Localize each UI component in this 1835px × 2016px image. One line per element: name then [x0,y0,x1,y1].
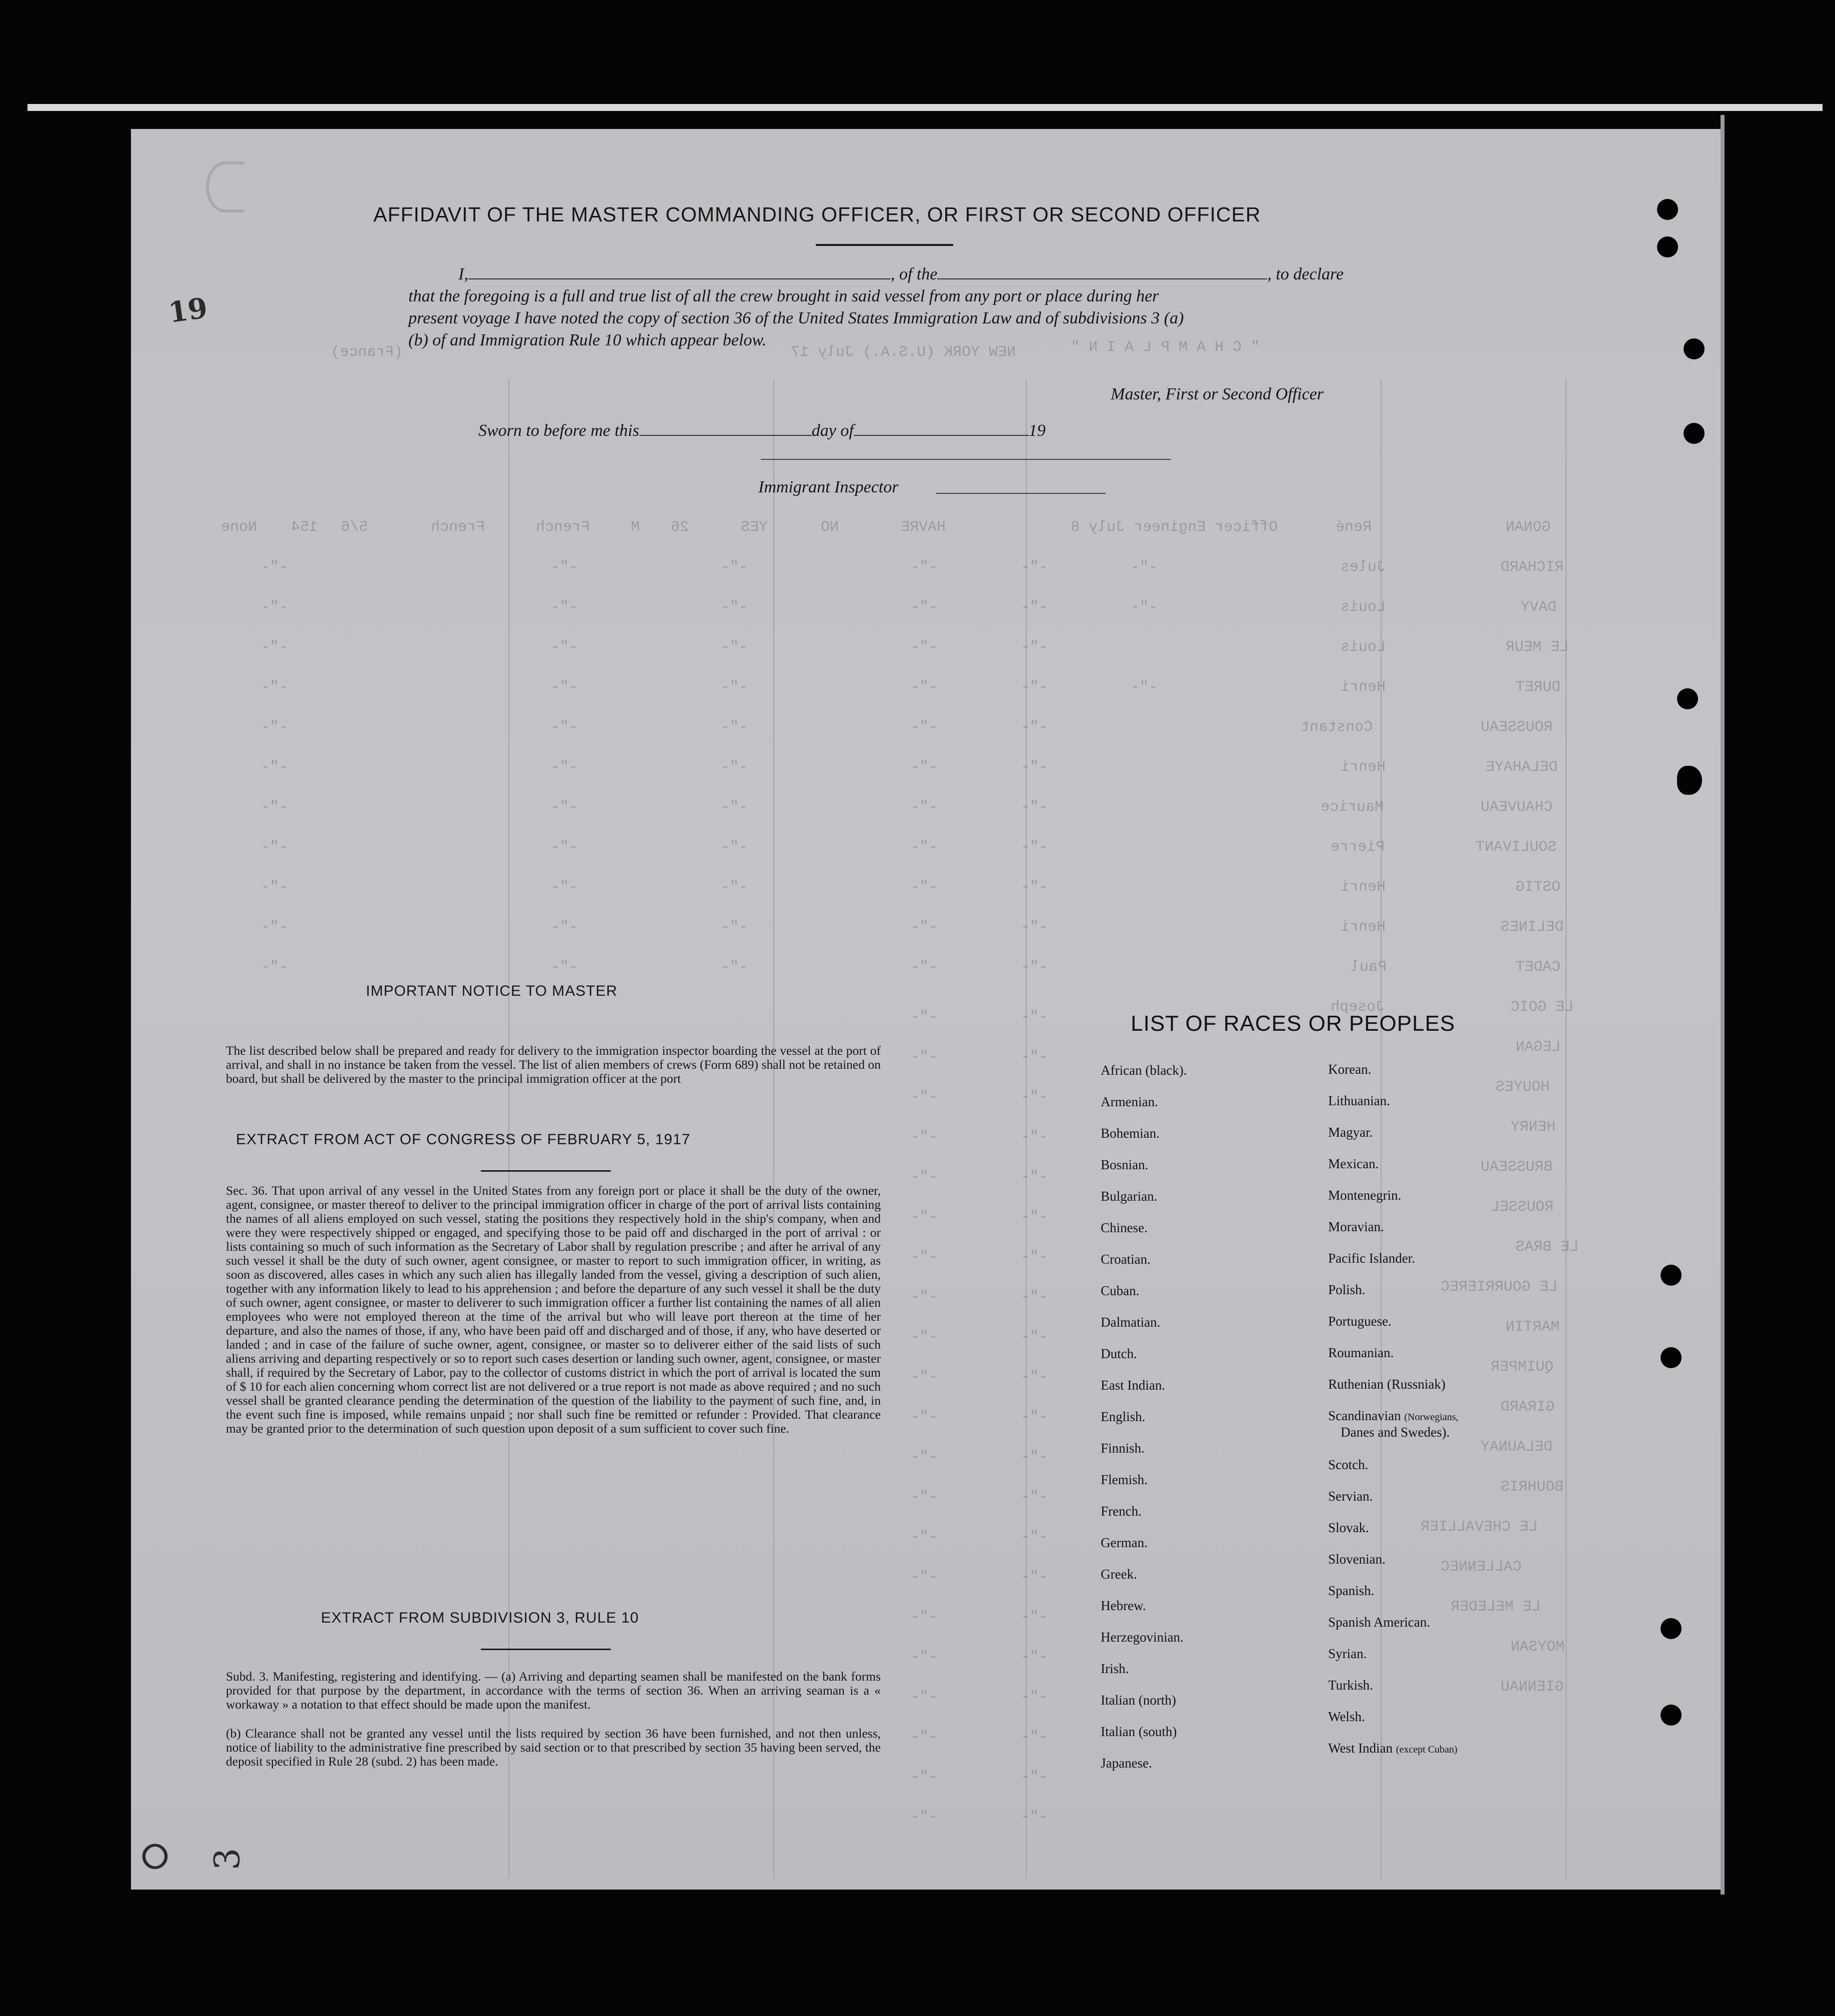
ghost-surname: SOULIVANT [1476,839,1557,856]
ghost-surname: MARTIN [1506,1319,1560,1336]
declaration-to-declare: , to declare [1267,265,1344,283]
race-item-west-indian [1328,1741,1458,1756]
handwritten-circle-mark: ⭘ [141,1836,169,1877]
ghost-column-rule [1566,379,1567,1879]
ghost-ditto: -"- [1021,1089,1048,1106]
race-item: Lithuanian. [1328,1093,1390,1108]
ghost-ditto: -"- [1021,1369,1048,1386]
ghost-sex: M [631,519,640,536]
affidavit-line-4: (b) of and Immigration Rule 10 which appear below. [408,331,767,349]
race-item: German. [1101,1535,1148,1550]
ghost-ditto: -"- [911,799,938,816]
ghost-ditto: -"- [1021,1569,1048,1586]
ghost-column-rule [508,379,509,1879]
ghost-surname: MOYSAN [1511,1639,1565,1656]
page-edge-shadow [1721,115,1725,1895]
declaration-of-the: , of the [890,265,938,283]
punch-hole [1657,199,1678,220]
race-item-scandinavian [1328,1408,1459,1424]
ghost-ditto: -"- [911,1649,938,1666]
ghost-ditto: -"- [551,559,578,576]
race-item: Servian. [1328,1489,1373,1504]
ghost-ditto: -"- [551,679,578,696]
race-item: Bulgarian. [1101,1189,1158,1204]
ghost-ditto: -"- [261,919,288,936]
ghost-surname: GIRARD [1501,1399,1555,1416]
race-item: Welsh. [1328,1709,1365,1724]
rule10-title-rule [481,1649,611,1650]
notice-text: The list described below shall be prepared and ready for delivery to the immigration inspector boarding the vessel at the port of arrival, and shall in no instance be taken from the vessel. The list of alien members of crews (Form 689) shall not be retained on board, but shall be delivered by the master to the principal immigration officer at the port [226,1043,881,1086]
ghost-ditto: -"- [1021,1289,1048,1306]
ghost-ditto: -"- [911,599,938,616]
master-signature-label: Master, First or Second Officer [1111,385,1324,403]
ghost-ditto: -"- [1021,1249,1048,1266]
ghost-ditto: -"- [261,559,288,576]
ghost-discharged: NO [821,519,839,536]
ghost-surname: LE GOURRIEREC [1441,1279,1558,1296]
race-item: Roumanian. [1328,1345,1394,1360]
ghost-ditto: -"- [1131,599,1158,616]
ghost-ditto: -"- [261,719,288,736]
race-note-continuation: Danes and Swedes). [1341,1425,1450,1440]
ghost-ditto: -"- [1021,1489,1048,1506]
race-item: Scandinavian [1328,1408,1401,1423]
ghost-ditto: -"- [551,599,578,616]
ghost-ditto: -"- [721,679,748,696]
ghost-ditto: -"- [1021,1529,1048,1546]
ghost-ditto: -"- [1021,679,1048,696]
ghost-ditto: -"- [911,879,938,896]
ghost-ditto: -"- [1021,639,1048,656]
ghost-surname: ROUSSEL [1491,1199,1554,1216]
ghost-surname: QUIMPER [1491,1359,1554,1376]
ghost-ditto: -"- [911,1489,938,1506]
ghost-surname: LE MELEDER [1451,1599,1541,1616]
scan-border-line [27,104,1823,111]
punch-hole [1657,236,1678,257]
ghost-ditto: -"- [911,1209,938,1226]
ghost-ditto: -"- [551,919,578,936]
race-item: Japanese. [1101,1756,1152,1771]
inspector-label: Immigrant Inspector [758,478,899,496]
race-item: Turkish. [1328,1678,1373,1693]
ghost-ditto: -"- [1021,559,1048,576]
race-item: Bohemian. [1101,1126,1160,1141]
ghost-ditto: -"- [911,679,938,696]
ghost-surname: DAVY [1521,599,1557,616]
race-item: Magyar. [1328,1125,1373,1140]
ghost-surname: CADET [1516,959,1561,976]
race-item: East Indian. [1101,1378,1165,1393]
ghost-ditto: -"- [551,839,578,856]
manifest-page [131,129,1721,1890]
ghost-ditto: -"- [1021,1769,1048,1786]
ghost-ditto: -"- [721,879,748,896]
ghost-surname: RICHARD [1501,559,1564,576]
ghost-ditto: -"- [1021,1209,1048,1226]
sworn-prefix: Sworn to before me this [478,421,639,440]
ghost-ditto: -"- [1021,919,1048,936]
ghost-ditto: -"- [721,719,748,736]
ghost-height: 5/6 [341,519,368,536]
race-item: Chinese. [1101,1220,1148,1235]
ghost-weight: 154 [291,519,318,536]
rule10-para-a: Subd. 3. Manifesting, registering and identifying. — (a) Arriving and departing seamen shall be manifested on the bank forms provided for that purpose by the department, in accordance with the terms of section 36. When an arriving seaman is a « workaway » a notation to that effect should be made upon the manifest. [226,1669,881,1712]
ghost-ditto: -"- [911,639,938,656]
race-item: French. [1101,1504,1142,1519]
ghost-surname: LEGAN [1516,1039,1561,1056]
notice-title: IMPORTANT NOTICE TO MASTER [366,983,618,999]
ghost-ditto: -"- [261,599,288,616]
inspector-signature-line[interactable] [761,459,1171,460]
ghost-ditto: -"- [1021,1609,1048,1626]
race-item: Herzegovinian. [1101,1630,1184,1645]
ghost-ditto: -"- [911,839,938,856]
handwritten-mark: 3 [206,1848,248,1871]
ghost-ditto: -"- [911,1409,938,1426]
punch-hole [1661,1347,1682,1368]
race-item: Greek. [1101,1567,1137,1582]
punch-hole [1661,1265,1682,1286]
race-note: (Norwegians, [1404,1412,1459,1423]
ghost-ditto: -"- [1021,1009,1048,1026]
ghost-ditto: -"- [911,1809,938,1826]
ghost-ditto: -"- [1131,679,1158,696]
race-item: Slovak. [1328,1520,1369,1535]
act-title-rule [481,1170,611,1172]
race-item: Flemish. [1101,1472,1148,1487]
ghost-ditto: -"- [1021,599,1048,616]
race-note: (except Cuban) [1396,1744,1458,1755]
ghost-ditto: -"- [1021,959,1048,976]
ghost-nationality: French [431,519,485,536]
ghost-given-name: Henri [1341,919,1386,936]
faded-c-stamp [206,161,244,212]
ghost-ditto: -"- [911,1009,938,1026]
race-item: Slovenian. [1328,1552,1386,1567]
ghost-ditto: -"- [911,1129,938,1146]
ghost-surname: CHAUVEAU [1481,799,1553,816]
ghost-ditto: -"- [911,1569,938,1586]
ghost-given-name: Pierre [1331,839,1385,856]
ghost-surname: GIENNAU [1501,1679,1564,1696]
affidavit-title: AFFIDAVIT OF THE MASTER COMMANDING OFFICER, OR FIRST OR SECOND OFFICER [373,203,1261,226]
ghost-reship: YES [741,519,768,536]
ghost-ditto: -"- [721,799,748,816]
ghost-ditto: -"- [721,759,748,776]
ghost-ditto: -"- [261,839,288,856]
torn-hole [1677,766,1702,795]
ghost-surname: DELAUNAY [1481,1439,1553,1456]
ghost-ditto: -"- [1021,839,1048,856]
race-item: African (black). [1101,1063,1187,1078]
act-text: Sec. 36. That upon arrival of any vessel in the United States from any foreign port or place it shall be the duty of the owner, agent, consignee, or master thereof to deliver to the principal immigration officer in charge of the port of arrival lists containing the names of all aliens employed on such vessel, stating the positions they respectively hold in the ship's company, when and were they were respectively shipped or engaged, and specifying those to be paid off and discharged in the port of arrival : or lists containing so much of such information as the Secretary of Labor shall by regulation prescribe ; and after he arrival of any such vessel it shall be the duty of such owner, agent consignee, or master to report to such immigration officer, in writing, as soon as discovered, alles cases in which any such alien has illegally landed from the vessel, giving a description of such alien, together with any information likely to lead to his apprehension ; and before the departure of any such vessel it shall be the duty of such owner, agent consignee, or master to deliverer to such immigration officer a further list containing the names of all alien employees who were not employed thereon at the time of the arrival but who will leave port thereon at the time of her departure, and also the names of those, if any, who have been paid off and discharged and of those, if any, who have deserted or landed ; and in case of the failure of suche owner, agent, consignee, or master so to deliverer either of the said lists of such aliens arriving and departing respectively or so to report such cases desertion or landing such owner, agent, consignee, or master shall, if required by the Secretary of Labor, pay to the collector of customs district in which the port of arrival is located the sum of $ 10 for each alien concerning whom correct list are not delivered or a true report is not made as above required ; and no such vessel shall be granted clearance pending the determination of the question of the liability to the payment of such fine, and, in the event such fine is imposed, while remains unpaid ; nor shall such fine be remitted or refunder : Provided. That clearance may be granted prior to the determination of such question upon deposit of a sum sufficient to cover such fine. [226,1183,881,1436]
race-item: Italian (south) [1101,1724,1177,1739]
ghost-position: Officer Engineer July 8 [1071,519,1278,536]
punch-hole [1677,688,1698,709]
ghost-given-name: Henri [1341,879,1386,896]
race-item: Finnish. [1101,1441,1145,1456]
ghost-ditto: -"- [911,919,938,936]
race-item: Croatian. [1101,1252,1151,1267]
affidavit-line-3: present voyage I have noted the copy of section 36 of the United States Immigration Law and of subdivisions 3 (a) [408,309,1184,327]
ghost-ditto: -"- [1021,799,1048,816]
race-item: Korean. [1328,1062,1372,1077]
ghost-ditto: -"- [911,1369,938,1386]
race-item: Ruthenian (Russniak) [1328,1377,1446,1392]
ghost-ditto: -"- [911,959,938,976]
ghost-ditto: -"- [1021,1049,1048,1066]
ghost-column-rule [773,379,774,1879]
ghost-given-name: Paul [1351,959,1387,976]
act-title: EXTRACT FROM ACT OF CONGRESS OF FEBRUARY 5, 1917 [236,1131,691,1148]
ghost-ditto: -"- [1021,879,1048,896]
ghost-surname: LE CHEVALLIER [1421,1519,1538,1536]
ghost-ditto: -"- [261,959,288,976]
ghost-given-name: Constant [1301,719,1373,736]
master-name-field[interactable] [468,278,891,279]
ghost-ditto: -"- [551,879,578,896]
sworn-year: 19 [1028,421,1046,440]
ghost-ditto: -"- [1131,559,1158,576]
ghost-ditto: -"- [911,1329,938,1346]
ghost-surname: LE MEUR [1506,639,1569,656]
punch-hole [1661,1618,1682,1639]
ghost-ditto: -"- [551,719,578,736]
ghost-ditto: -"- [261,679,288,696]
ghost-ditto: -"- [911,1449,938,1466]
race-item: Italian (north) [1101,1693,1176,1708]
ghost-ditto: -"- [1021,1689,1048,1706]
ghost-ditto: -"- [911,559,938,576]
ghost-vessel-name: " C H A M P L A I N " [1071,339,1260,356]
ghost-ditto: -"- [911,1169,938,1186]
sworn-day-field[interactable] [639,435,812,436]
ghost-ditto: -"- [911,1729,938,1746]
ghost-ditto: -"- [721,639,748,656]
ghost-ditto: -"- [721,959,748,976]
ghost-surname: OSTIG [1516,879,1561,896]
ghost-race: French [536,519,590,536]
race-item: Moravian. [1328,1219,1384,1234]
ghost-ditto: -"- [721,599,748,616]
ghost-ditto: -"- [1021,719,1048,736]
ghost-ditto: -"- [721,559,748,576]
ghost-age: 26 [671,519,689,536]
ghost-ditto: -"- [1021,1169,1048,1186]
ghost-given-name: Louis [1341,639,1386,656]
race-item: Montenegrin. [1328,1188,1402,1203]
ghost-ditto: -"- [911,719,938,736]
rule10-title: EXTRACT FROM SUBDIVISION 3, RULE 10 [321,1610,639,1626]
ghost-given-name: Jules [1341,559,1386,576]
race-item: Dalmatian. [1101,1315,1161,1330]
race-item: Cuban. [1101,1283,1140,1298]
ghost-ditto: -"- [911,1249,938,1266]
ghost-surname: BRUSSEAU [1481,1159,1553,1176]
race-item: English. [1101,1409,1146,1424]
ghost-ditto: -"- [1021,1409,1048,1426]
ghost-surname: GONAN [1506,519,1551,536]
race-item: Bosnian. [1101,1157,1149,1172]
ghost-ditto: -"- [1021,1329,1048,1346]
sworn-line [478,421,1046,440]
ghost-port-shipped: HAVRE [901,519,946,536]
ghost-ditto: -"- [261,639,288,656]
punch-hole [1661,1705,1682,1726]
ghost-ditto: -"- [261,799,288,816]
ghost-ditto: -"- [911,1609,938,1626]
race-item: Hebrew. [1101,1598,1146,1613]
race-item: Irish. [1101,1661,1129,1676]
sworn-day-of: day of [811,421,854,440]
affidavit-line-2: that the foregoing is a full and true list of all the crew brought in said vessel from any port or place during her [408,287,1159,305]
ghost-given-name: Maurice [1321,799,1384,816]
ghost-surname: LE BRAS [1516,1239,1579,1256]
ghost-ditto: -"- [551,639,578,656]
declaration-i: I, [458,265,468,283]
race-item: Scotch. [1328,1457,1369,1472]
ghost-surname: LE GOIC [1511,999,1574,1016]
ghost-ditto: -"- [911,1089,938,1106]
race-item: West Indian [1328,1741,1393,1756]
title-underline [816,244,953,246]
ghost-ditto: -"- [1021,1129,1048,1146]
ghost-given-name: Henri [1341,679,1386,696]
ghost-marks: None [221,519,257,536]
ghost-ditto: -"- [1021,1649,1048,1666]
race-item: Dutch. [1101,1346,1137,1361]
ghost-ditto: -"- [261,879,288,896]
ghost-country: (France) [331,344,403,361]
ghost-surname: BOUHRIS [1501,1479,1564,1496]
ghost-ditto: -"- [1021,759,1048,776]
punch-hole [1684,338,1705,359]
races-title: LIST OF RACES OR PEOPLES [1131,1011,1456,1036]
race-item: Syrian. [1328,1646,1367,1661]
ghost-surname: HENRY [1511,1119,1556,1136]
ghost-ditto: -"- [1021,1449,1048,1466]
ghost-given-name: Joseph [1331,999,1385,1016]
ghost-surname: HOUYES [1496,1079,1550,1096]
ghost-ditto: -"- [911,1769,938,1786]
ghost-surname: CALLENNEC [1441,1559,1522,1576]
ghost-ditto: -"- [551,759,578,776]
ghost-ditto: -"- [1021,1729,1048,1746]
race-item: Spanish. [1328,1583,1375,1598]
ghost-given-name: René [1336,519,1372,536]
race-item: Mexican. [1328,1156,1379,1171]
ghost-ditto: -"- [911,1689,938,1706]
rule10-para-b: (b) Clearance shall not be granted any vessel until the lists required by section 36 have been furnished, and not then unless, notice of liability to the administrative fine prescribed by said section or to that prescribed by section 35 having been served, the deposit specified in Rule 28 (subd. 2) has been made. [226,1726,881,1769]
ghost-ditto: -"- [551,799,578,816]
ghost-surname: DELINES [1501,919,1564,936]
ghost-ditto: -"- [551,959,578,976]
ghost-ditto: -"- [911,1529,938,1546]
ghost-ditto: -"- [721,919,748,936]
race-item: Portuguese. [1328,1314,1392,1329]
inspector-underline [936,493,1106,494]
ghost-given-name: Henri [1341,759,1386,776]
affidavit-declaration-line [458,265,1344,284]
race-item: Spanish American. [1328,1615,1430,1630]
ghost-surname: ROUSSEAU [1481,719,1553,736]
ghost-ditto: -"- [261,759,288,776]
vessel-name-field[interactable] [937,278,1267,279]
ghost-surname: DELAHAYE [1486,759,1558,776]
ghost-ditto: -"- [911,1289,938,1306]
ghost-ditto: -"- [911,1049,938,1066]
punch-hole [1684,423,1705,444]
race-item: Pacific Islander. [1328,1251,1415,1266]
handwritten-mark: 19 [166,291,210,330]
ghost-port: NEW YORK (U.S.A.) July 17 [791,344,1016,361]
ghost-ditto: -"- [721,839,748,856]
race-item: Armenian. [1101,1094,1158,1109]
sworn-month-field[interactable] [854,435,1029,436]
ghost-ditto: -"- [911,759,938,776]
ghost-given-name: Louis [1341,599,1386,616]
ghost-surname: DURET [1516,679,1561,696]
race-item: Polish. [1328,1282,1366,1297]
ghost-ditto: -"- [1021,1809,1048,1826]
